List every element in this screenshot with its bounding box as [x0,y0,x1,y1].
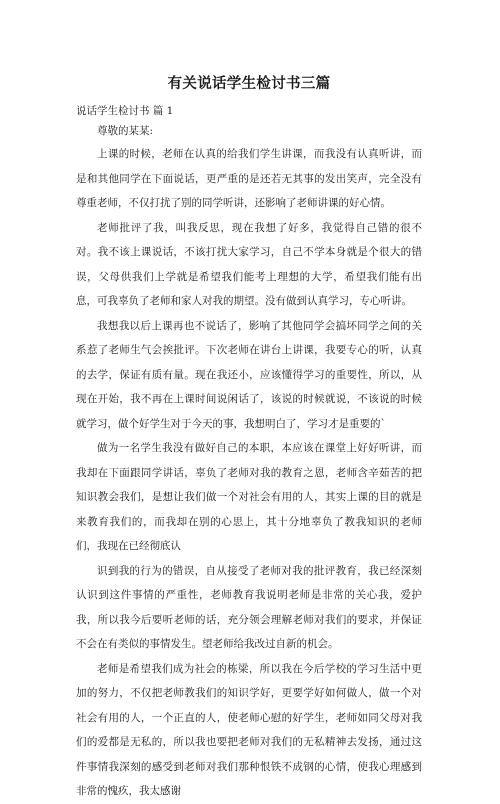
paragraph-6: 老师是希望我们成为社会的栋梁，所以我在今后学校的学习生活中更加的努力，不仅把老师教我们的知识学好，更要学好如何做人，做一个对社会有用的人，一个正直的人，使老师心慰的好学生，老师如同父母对我们的爱都是无私的，所以我也要把老师对我们的无私精神去发扬，通过这件事情我深刻的感受到老师对我们那种恨铁不成钢的心情，使我心理感到非常的愧疚，我太感谢 [76,662,422,797]
paragraph-4: 做为一名学生我没有做好自己的本职，本应该在课堂上好好听讲，而我却在下面跟同学讲话，辜负了老师对我的教育之恩，老师含辛茹苦的把知识教会我们，是想让我们做一个对社会有用的人，其实上课的目的就是来教育我们的，而我却在别的心思上，其十分地辜负了教我知识的老师们，我现在已经彻底认 [76,442,422,552]
paragraph-1: 上课的时候，老师在认真的给我们学生讲课，而我没有认真听讲，而是和其他同学在下面说话，更严重的是还若无其事的发出笑声，完全没有尊重老师，不仅打扰了别的同学听讲，还影响了老师讲课的好心情。 [76,148,422,209]
salutation: 尊敬的某某: [97,125,154,137]
paragraph-3: 我想我以后上课再也不说话了，影响了其他同学会搞坏同学之间的关系惹了老师生气会挨批评。下次老师在讲台上讲课，我要专心的听，认真的去学，保证有质有量。现在我还小，应该懂得学习的重要性，所以，从现在开始，我不再在上课时间说闲话了，该说的时候就说，不该说的时候就学习，做个好学生对于今天的事，我想明白了，学习才是重要的` [76,319,422,430]
paragraph-5: 识到我的行为的错误，自从接受了老师对我的批评教育，我已经深刻认识到这件事情的严重性，老师教育我说明老师是非常的关心我，爱护我，所以我今后要听老师的话，充分领会理解老师对我们的要求，并保证不会在有类似的事情发生。望老师给我改过自新的机会。 [76,564,422,650]
paragraph-2: 老师批评了我，叫我反思，现在我想了好多，我觉得自己错的很不对。我不该上课说话，不该打扰大家学习，自己不学本身就是个很大的错误，父母供我们上学就是希望我们能考上理想的大学，希望我们能有出息，可我辜负了老师和家人对我的期望。没有做到认真学习，专心听讲。 [76,221,422,307]
document-title: 有关说话学生检讨书三篇 [167,75,331,92]
document-subtitle: 说话学生检讨书 篇 1 [76,105,174,117]
